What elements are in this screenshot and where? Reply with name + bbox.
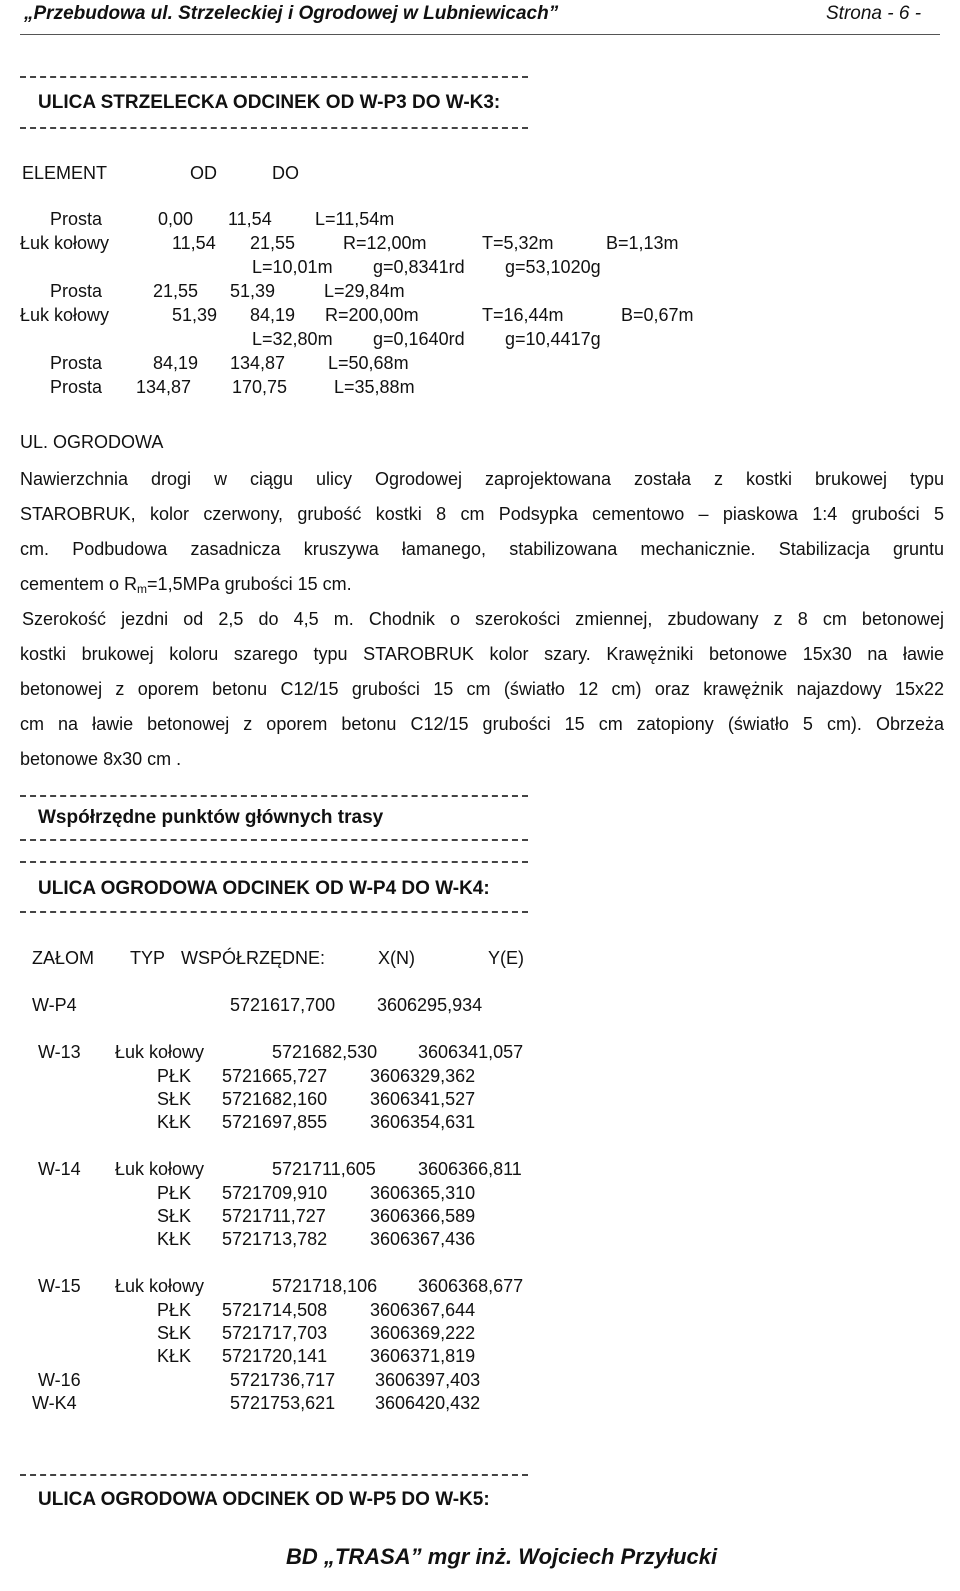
coord-y: 3606341,057 [418,1042,524,1062]
point-type: Łuk kołowy [115,1042,205,1062]
section2-title: ULICA OGRODOWA ODCINEK OD W-P4 DO W-K4: [38,878,490,899]
text-fragment: cementem o R [20,574,138,594]
row-angle-grad: g=10,4417g [505,329,601,349]
coord-y: 3606295,934 [377,995,483,1015]
text-line: cm. Podbudowa zasadnicza kruszywa łamanego, stabilizowana mechanicznie. Stabilizacja gruntu [20,539,944,559]
row-do: 51,39 [230,281,276,301]
subscript: m [137,582,148,596]
divider [20,127,528,129]
point-name: W-13 [38,1042,81,1062]
col-header-do: DO [272,163,299,183]
coord-y: 3606369,222 [370,1323,476,1343]
row-od: 0,00 [158,209,194,229]
coords-title: Współrzędne punktów głównych trasy [38,807,384,828]
row-od: 51,39 [172,305,218,325]
row-tangent: T=16,44m [482,305,564,325]
col-header-zalom: ZAŁOM [32,948,95,968]
coord-y: 3606354,631 [370,1112,476,1132]
coord-y: 3606368,677 [418,1276,524,1296]
sub-point-label: SŁK [157,1089,192,1109]
text-line: betonowej z oporem betonu C12/15 grubości 15 cm (światło 12 cm) oraz krawężnik najazdowy 15x22 [20,679,944,699]
row-length: L=32,80m [252,329,333,349]
coord-y: 3606366,811 [418,1159,522,1179]
row-do: 134,87 [230,353,286,373]
col-header-od: OD [190,163,217,183]
sub-point-label: KŁK [157,1229,192,1249]
section3-title: ULICA OGRODOWA ODCINEK OD W-P5 DO W-K5: [38,1489,490,1510]
coord-x: 5721717,703 [222,1323,328,1343]
coord-y: 3606397,403 [375,1370,481,1390]
coord-x: 5721709,910 [222,1183,328,1203]
sub-point-label: KŁK [157,1112,192,1132]
row-od: 21,55 [153,281,199,301]
row-length: L=11,54m [315,209,395,229]
row-type: Łuk kołowy [20,233,110,253]
col-header-y: Y(E) [488,948,524,968]
col-header-element: ELEMENT [22,163,108,183]
coord-y: 3606367,436 [370,1229,476,1249]
divider [20,861,528,863]
coord-y: 3606371,819 [370,1346,476,1366]
coord-x: 5721617,700 [230,995,336,1015]
row-length: L=35,88m [334,377,415,397]
point-name: W-P4 [32,995,77,1015]
row-od: 84,19 [153,353,199,373]
row-type: Prosta [50,209,103,229]
coord-x: 5721714,508 [222,1300,328,1320]
coord-x: 5721720,141 [222,1346,328,1366]
coord-x: 5721753,621 [230,1393,336,1413]
point-name: W-14 [38,1159,81,1179]
point-name: W-15 [38,1276,81,1296]
coord-x: 5721665,727 [222,1066,328,1086]
row-type: Łuk kołowy [20,305,110,325]
section1-title: ULICA STRZELECKA ODCINEK OD W-P3 DO W-K3: [38,92,501,113]
coord-y: 3606365,310 [370,1183,476,1203]
header-rule [20,34,940,35]
sub-point-label: SŁK [157,1206,192,1226]
sub-point-label: PŁK [157,1300,192,1320]
section-heading: UL. OGRODOWA [20,432,164,452]
col-header-wspolrzedne: WSPÓŁRZĘDNE: [181,948,326,968]
row-do: 170,75 [232,377,288,397]
sub-point-label: KŁK [157,1346,192,1366]
col-header-x: X(N) [378,948,415,968]
divider [20,795,528,797]
col-header-typ: TYP [130,948,166,968]
row-bisector: B=0,67m [621,305,694,325]
sub-point-label: PŁK [157,1183,192,1203]
sub-point-label: SŁK [157,1323,192,1343]
row-length: L=29,84m [324,281,405,301]
text-line: STAROBRUK, kolor czerwony, grubość kostki 8 cm Podsypka cementowo – piaskowa 1:4 grubości 5 [20,504,944,524]
text-line: Szerokość jezdni od 2,5 do 4,5 m. Chodnik o szerokości zmiennej, zbudowany z 8 cm betonowej [22,609,944,629]
text-fragment: =1,5MPa grubości 15 cm. [147,574,352,594]
coord-y: 3606420,432 [375,1393,481,1413]
coord-y: 3606366,589 [370,1206,476,1226]
divider [20,1474,528,1476]
row-radius: R=12,00m [343,233,427,253]
page-number: Strona - 6 - [826,3,922,24]
coord-x: 5721736,717 [230,1370,336,1390]
coord-y: 3606329,362 [370,1066,476,1086]
row-type: Prosta [50,281,103,301]
row-do: 21,55 [250,233,296,253]
row-type: Prosta [50,353,103,373]
row-length: L=50,68m [328,353,409,373]
text-line: kostki brukowej koloru szarego typu STAROBRUK kolor szary. Krawężniki betonowe 15x30 na ławie [20,644,944,664]
point-type: Łuk kołowy [115,1159,205,1179]
header-title: „Przebudowa ul. Strzeleckiej i Ogrodowej w Lubniewicach” [24,3,559,24]
point-name: W-16 [38,1370,81,1390]
coord-x: 5721711,727 [222,1206,326,1226]
row-length: L=10,01m [252,257,333,277]
row-angle-rad: g=0,8341rd [373,257,465,277]
coord-x: 5721682,160 [222,1089,328,1109]
row-do: 11,54 [228,209,272,229]
coord-x: 5721711,605 [272,1159,376,1179]
point-type: Łuk kołowy [115,1276,205,1296]
coord-y: 3606341,527 [370,1089,476,1109]
text-line: cm na ławie betonowej z oporem betonu C12/15 grubości 15 cm zatopiony (światło 5 cm). Obrzeża [20,714,944,734]
text-line [20,575,352,595]
coord-x: 5721713,782 [222,1229,328,1249]
footer-author: BD „TRASA” mgr inż. Wojciech Przyłucki [286,1544,718,1569]
row-od: 11,54 [172,233,216,253]
row-do: 84,19 [250,305,296,325]
row-angle-rad: g=0,1640rd [373,329,465,349]
row-od: 134,87 [136,377,192,397]
divider [20,76,528,78]
text-line: Nawierzchnia drogi w ciągu ulicy Ogrodowej zaprojektowana została z kostki brukowej typu [20,469,944,489]
sub-point-label: PŁK [157,1066,192,1086]
coord-x: 5721718,106 [272,1276,378,1296]
coord-y: 3606367,644 [370,1300,476,1320]
row-bisector: B=1,13m [606,233,679,253]
row-radius: R=200,00m [325,305,419,325]
point-name: W-K4 [32,1393,77,1413]
divider [20,839,528,841]
text-line: betonowe 8x30 cm . [20,749,182,769]
row-type: Prosta [50,377,103,397]
coord-x: 5721697,855 [222,1112,328,1132]
coord-x: 5721682,530 [272,1042,378,1062]
divider [20,911,528,913]
row-angle-grad: g=53,1020g [505,257,601,277]
row-tangent: T=5,32m [482,233,554,253]
